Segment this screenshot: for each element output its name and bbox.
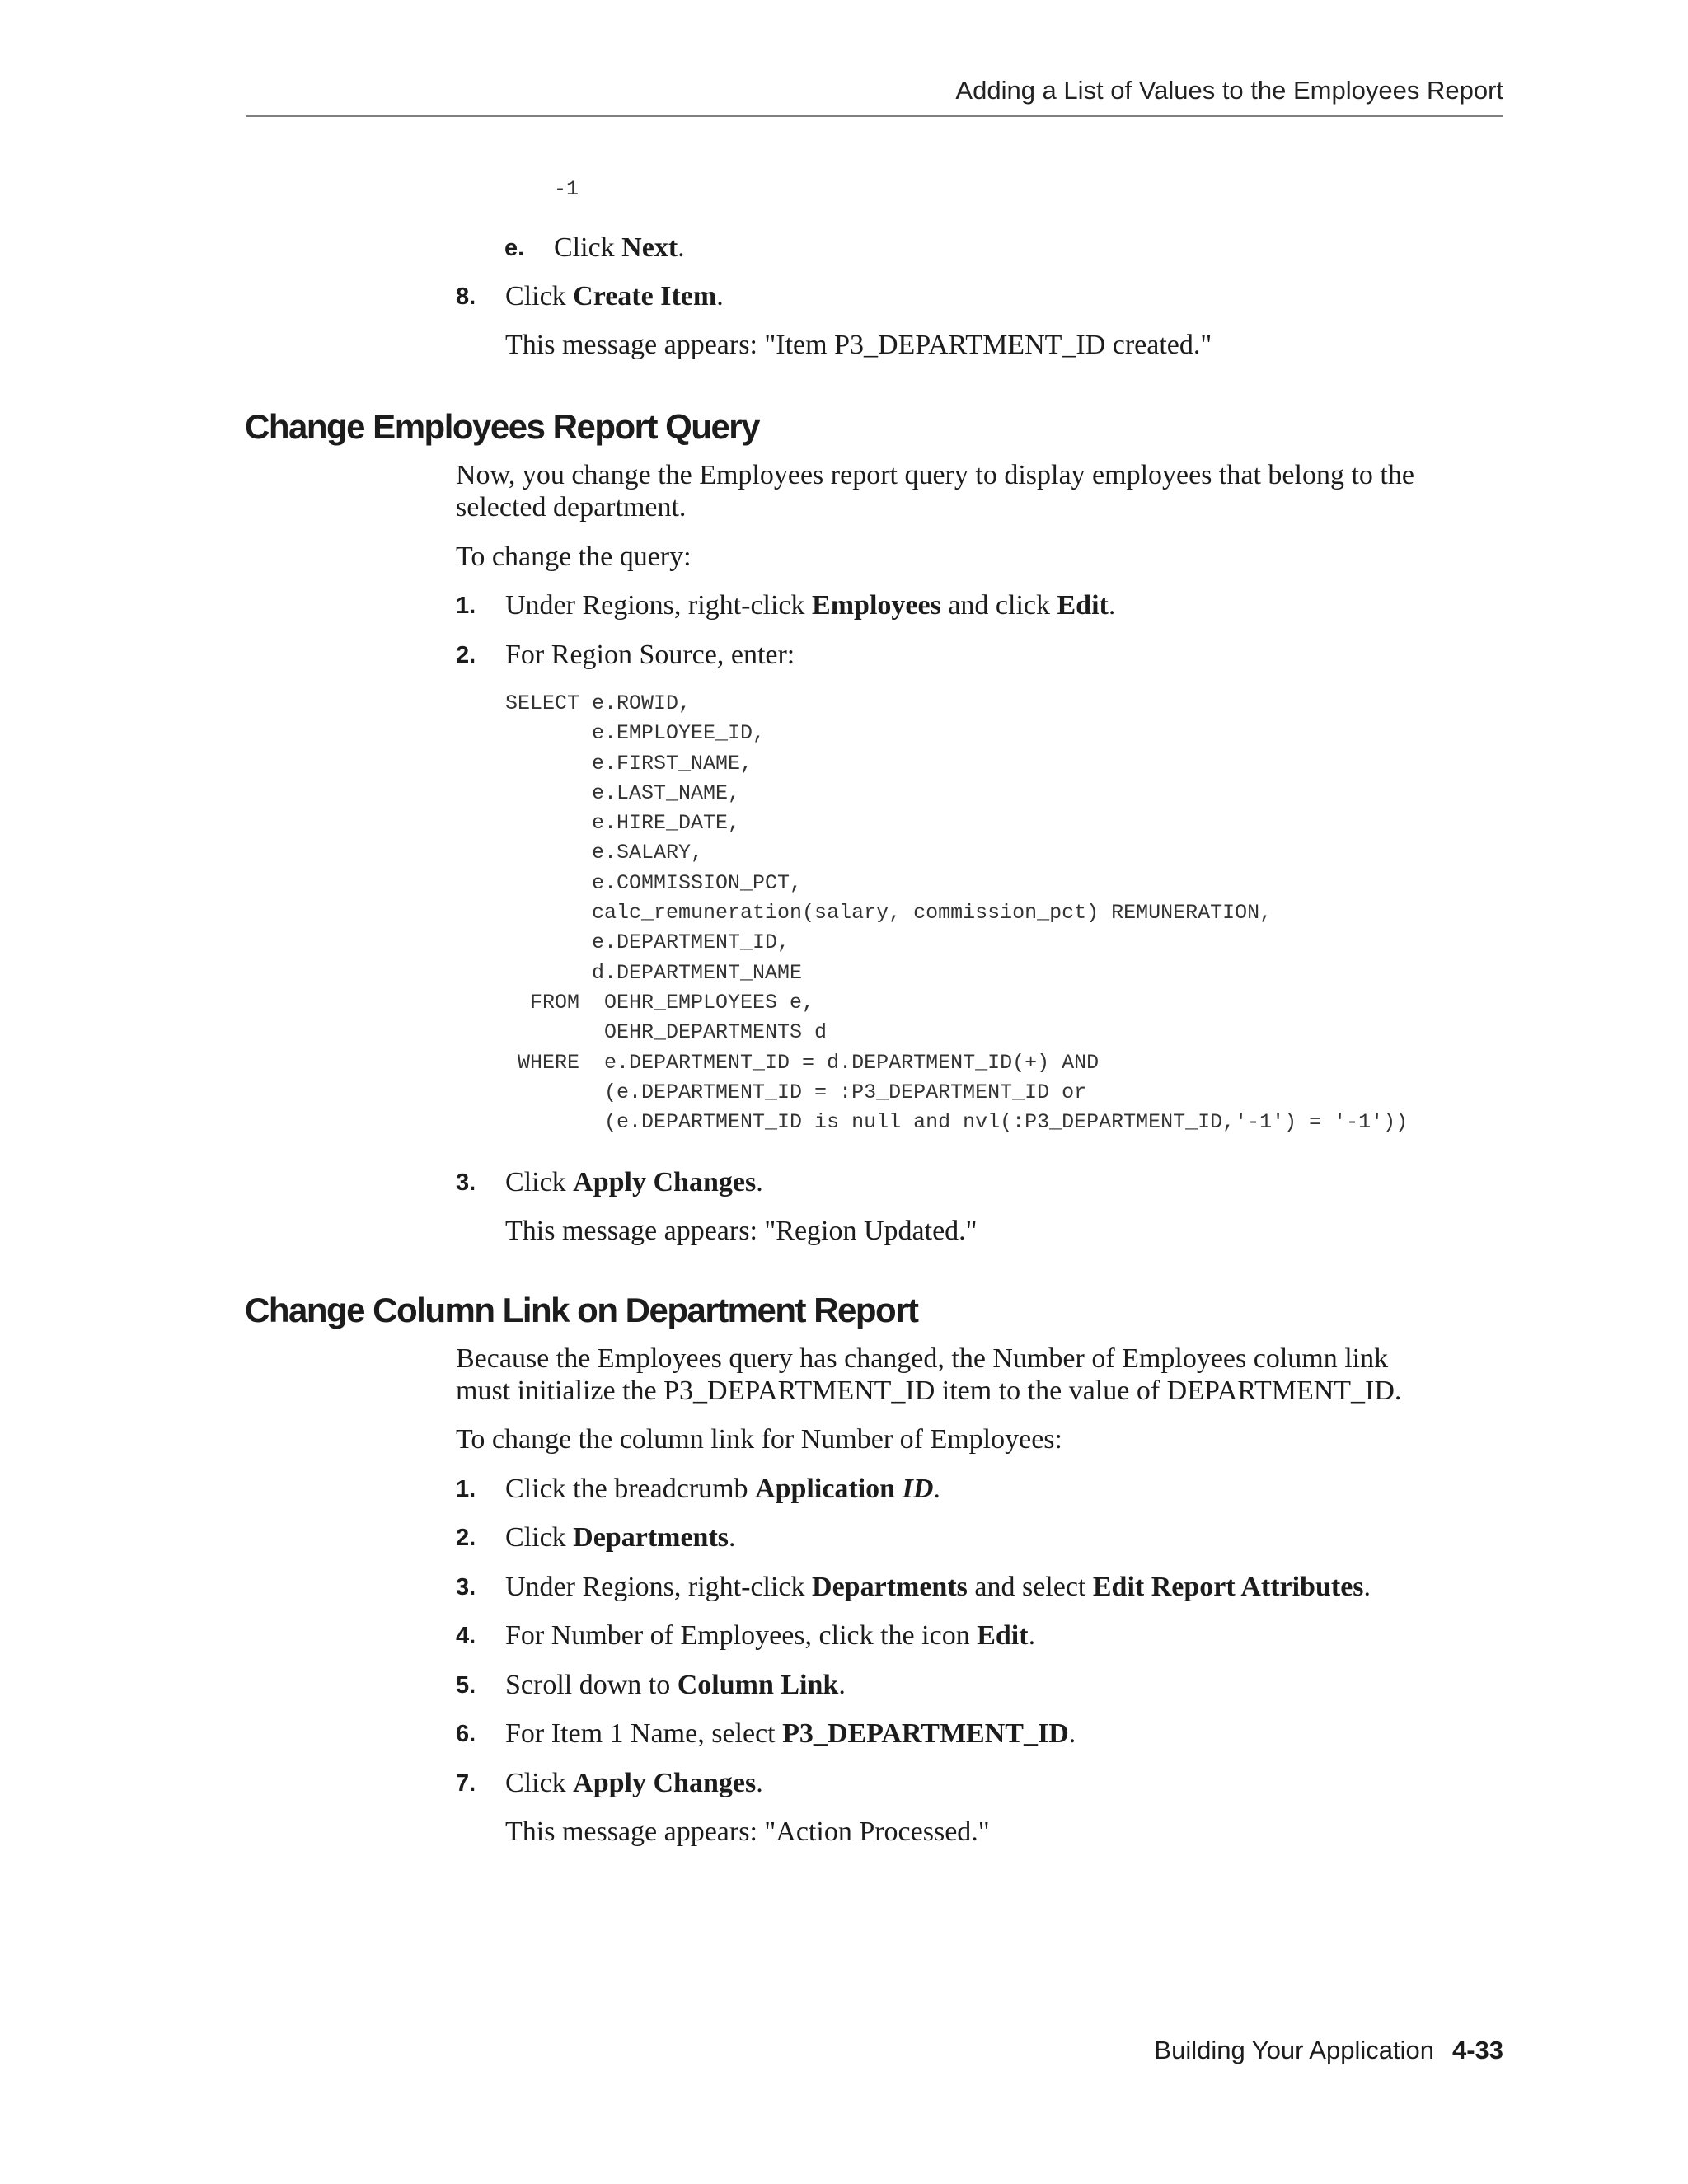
ui-term: Application xyxy=(755,1474,903,1504)
page-footer xyxy=(1154,2034,1503,2067)
step-label: 7. xyxy=(456,1770,476,1797)
ui-term: Next xyxy=(621,232,678,263)
step-text: For Region Source, enter: xyxy=(505,640,795,670)
step-label: 2. xyxy=(456,1525,476,1551)
ui-term: Departments xyxy=(573,1522,729,1553)
ui-term: Apply Changes xyxy=(573,1768,757,1798)
step-label: 6. xyxy=(456,1721,476,1747)
ui-term-italic: ID xyxy=(902,1474,934,1504)
step-label: 8. xyxy=(456,284,476,310)
ui-term: Create Item xyxy=(573,281,717,312)
step-text: Click the breadcrumb Application ID. xyxy=(505,1474,940,1504)
step-label: 4. xyxy=(456,1623,476,1649)
step-message: This message appears: "Region Updated." xyxy=(505,1216,978,1246)
step-label: 3. xyxy=(456,1169,476,1196)
ui-term: Edit xyxy=(1057,590,1109,621)
step-text: Click Next. xyxy=(554,232,685,263)
paragraph-line: selected department. xyxy=(456,492,687,523)
step-text: Click Departments. xyxy=(505,1522,736,1553)
ui-term: Column Link xyxy=(677,1670,839,1700)
ui-term: Employees xyxy=(812,590,941,621)
value-line: -1 xyxy=(554,177,579,201)
step-text: Click Apply Changes. xyxy=(505,1768,763,1798)
step-text: Click Apply Changes. xyxy=(505,1167,763,1197)
lead-in-text: To change the query: xyxy=(456,541,692,572)
ui-term: Departments xyxy=(812,1572,968,1602)
code-block: SELECT e.ROWID, e.EMPLOYEE_ID, e.FIRST_NAME, e.LAST_NAME, e.HIRE_DATE, e.SALARY, e.COMMISSION_PCT, calc_remuneration(salary, commission_pct) REMUNERATION, e.DEPARTMENT_ID, d.DEPARTMENT_NAME FROM OEHR_EMPLOYEES e, OEHR_DEPARTMENTS d WHERE e.DEPARTMENT_ID = d.DEPARTMENT_ID(+) AND (e.DEPARTMENT_ID = :P3_DEPARTMENT_ID or (e.DEPARTMENT_ID is null and nvl(:P3_DEPARTMENT_ID,'-1') = '-1')) xyxy=(505,691,1409,1135)
section-heading: Change Column Link on Department Report xyxy=(245,1291,918,1329)
ui-term: P3_DEPARTMENT_ID xyxy=(782,1718,1069,1749)
lead-in-text: To change the column link for Number of Employees: xyxy=(456,1424,1062,1455)
running-header-title: Adding a List of Values to the Employees Report xyxy=(955,76,1503,105)
paragraph-line: Because the Employees query has changed, the Number of Employees column link xyxy=(456,1343,1389,1374)
section-heading: Change Employees Report Query xyxy=(245,407,760,446)
step-text: Under Regions, right-click Employees and click Edit. xyxy=(505,590,1116,621)
step-text: Scroll down to Column Link. xyxy=(505,1670,846,1700)
step-text: For Item 1 Name, select P3_DEPARTMENT_ID. xyxy=(505,1718,1076,1749)
page-number: 4-33 xyxy=(1451,2036,1503,2064)
step-message: This message appears: "Action Processed." xyxy=(505,1816,990,1847)
running-header xyxy=(246,71,1503,117)
step-text: Under Regions, right-click Departments and select Edit Report Attributes. xyxy=(505,1572,1372,1602)
paragraph-line: must initialize the P3_DEPARTMENT_ID item to the value of DEPARTMENT_ID. xyxy=(456,1376,1402,1406)
ui-term: Edit Report Attributes xyxy=(1092,1572,1364,1602)
footer-book-title: Building Your Application xyxy=(1154,2036,1434,2064)
step-label: 3. xyxy=(456,1574,476,1601)
step-label: 1. xyxy=(456,1476,476,1502)
paragraph-line: Now, you change the Employees report query to display employees that belong to the xyxy=(456,460,1414,490)
step-text: For Number of Employees, click the icon Edit. xyxy=(505,1620,1036,1651)
step-label: 5. xyxy=(456,1672,476,1699)
step-label: 2. xyxy=(456,642,476,668)
step-message: This message appears: "Item P3_DEPARTMENT_ID created." xyxy=(505,330,1212,360)
step-text: Click Create Item. xyxy=(505,281,724,312)
ui-term: Edit xyxy=(977,1620,1029,1651)
step-label: 1. xyxy=(456,593,476,619)
ui-term: Apply Changes xyxy=(573,1167,757,1197)
step-label: e. xyxy=(504,235,525,261)
